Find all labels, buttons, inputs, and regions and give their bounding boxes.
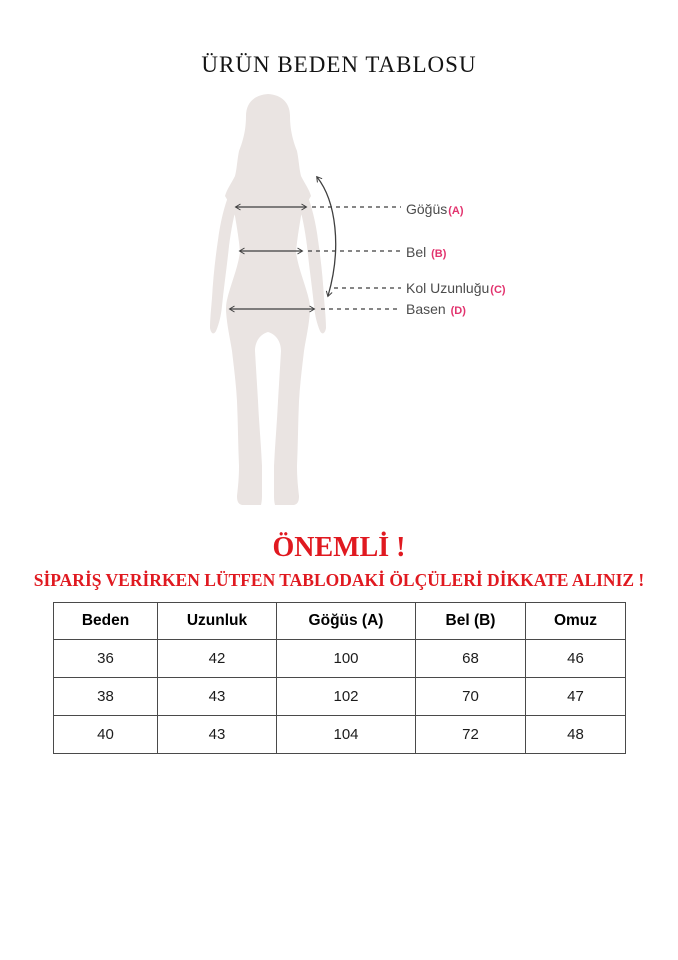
size-table (53, 602, 626, 754)
waist-label-text: Bel (406, 244, 427, 260)
table-row (54, 678, 626, 716)
cell-uzunluk: 42 (158, 640, 277, 678)
table-row (54, 640, 626, 678)
hip-label-code: (D) (450, 305, 466, 317)
cell-gogus: 102 (277, 678, 416, 716)
cell-gogus: 104 (277, 716, 416, 754)
cell-bel: 70 (416, 678, 526, 716)
cell-omuz: 48 (526, 716, 626, 754)
size-table-header-row (54, 603, 626, 640)
chest-label (406, 201, 464, 219)
header-uzunluk: Uzunluk (158, 603, 277, 640)
cell-omuz: 47 (526, 678, 626, 716)
body-silhouette-figure (158, 88, 404, 512)
cell-beden: 38 (54, 678, 158, 716)
chest-label-text: Göğüs (406, 201, 448, 217)
cell-beden: 36 (54, 640, 158, 678)
hip-label-text: Basen (406, 301, 446, 317)
arm-length-label-code: (C) (490, 284, 506, 296)
cell-omuz: 46 (526, 640, 626, 678)
hip-label (406, 301, 466, 319)
cell-gogus: 100 (277, 640, 416, 678)
important-subheading: SİPARİŞ VERİRKEN LÜTFEN TABLODAKİ ÖLÇÜLERİ DİKKATE ALINIZ ! (33, 570, 645, 590)
header-bel: Bel (B) (416, 603, 526, 640)
important-heading: ÖNEMLİ ! (272, 532, 406, 563)
arm-length-label (406, 280, 506, 298)
arm-length-label-text: Kol Uzunluğu (406, 280, 490, 296)
body-silhouette (225, 94, 311, 505)
waist-label (406, 244, 446, 262)
header-beden: Beden (54, 603, 158, 640)
cell-beden: 40 (54, 716, 158, 754)
cell-bel: 72 (416, 716, 526, 754)
cell-uzunluk: 43 (158, 678, 277, 716)
cell-uzunluk: 43 (158, 716, 277, 754)
header-omuz: Omuz (526, 603, 626, 640)
header-gogus: Göğüs (A) (277, 603, 416, 640)
page-title: ÜRÜN BEDEN TABLOSU (201, 52, 477, 77)
chest-label-code: (A) (448, 205, 464, 217)
cell-bel: 68 (416, 640, 526, 678)
waist-label-code: (B) (431, 248, 447, 260)
table-row (54, 716, 626, 754)
